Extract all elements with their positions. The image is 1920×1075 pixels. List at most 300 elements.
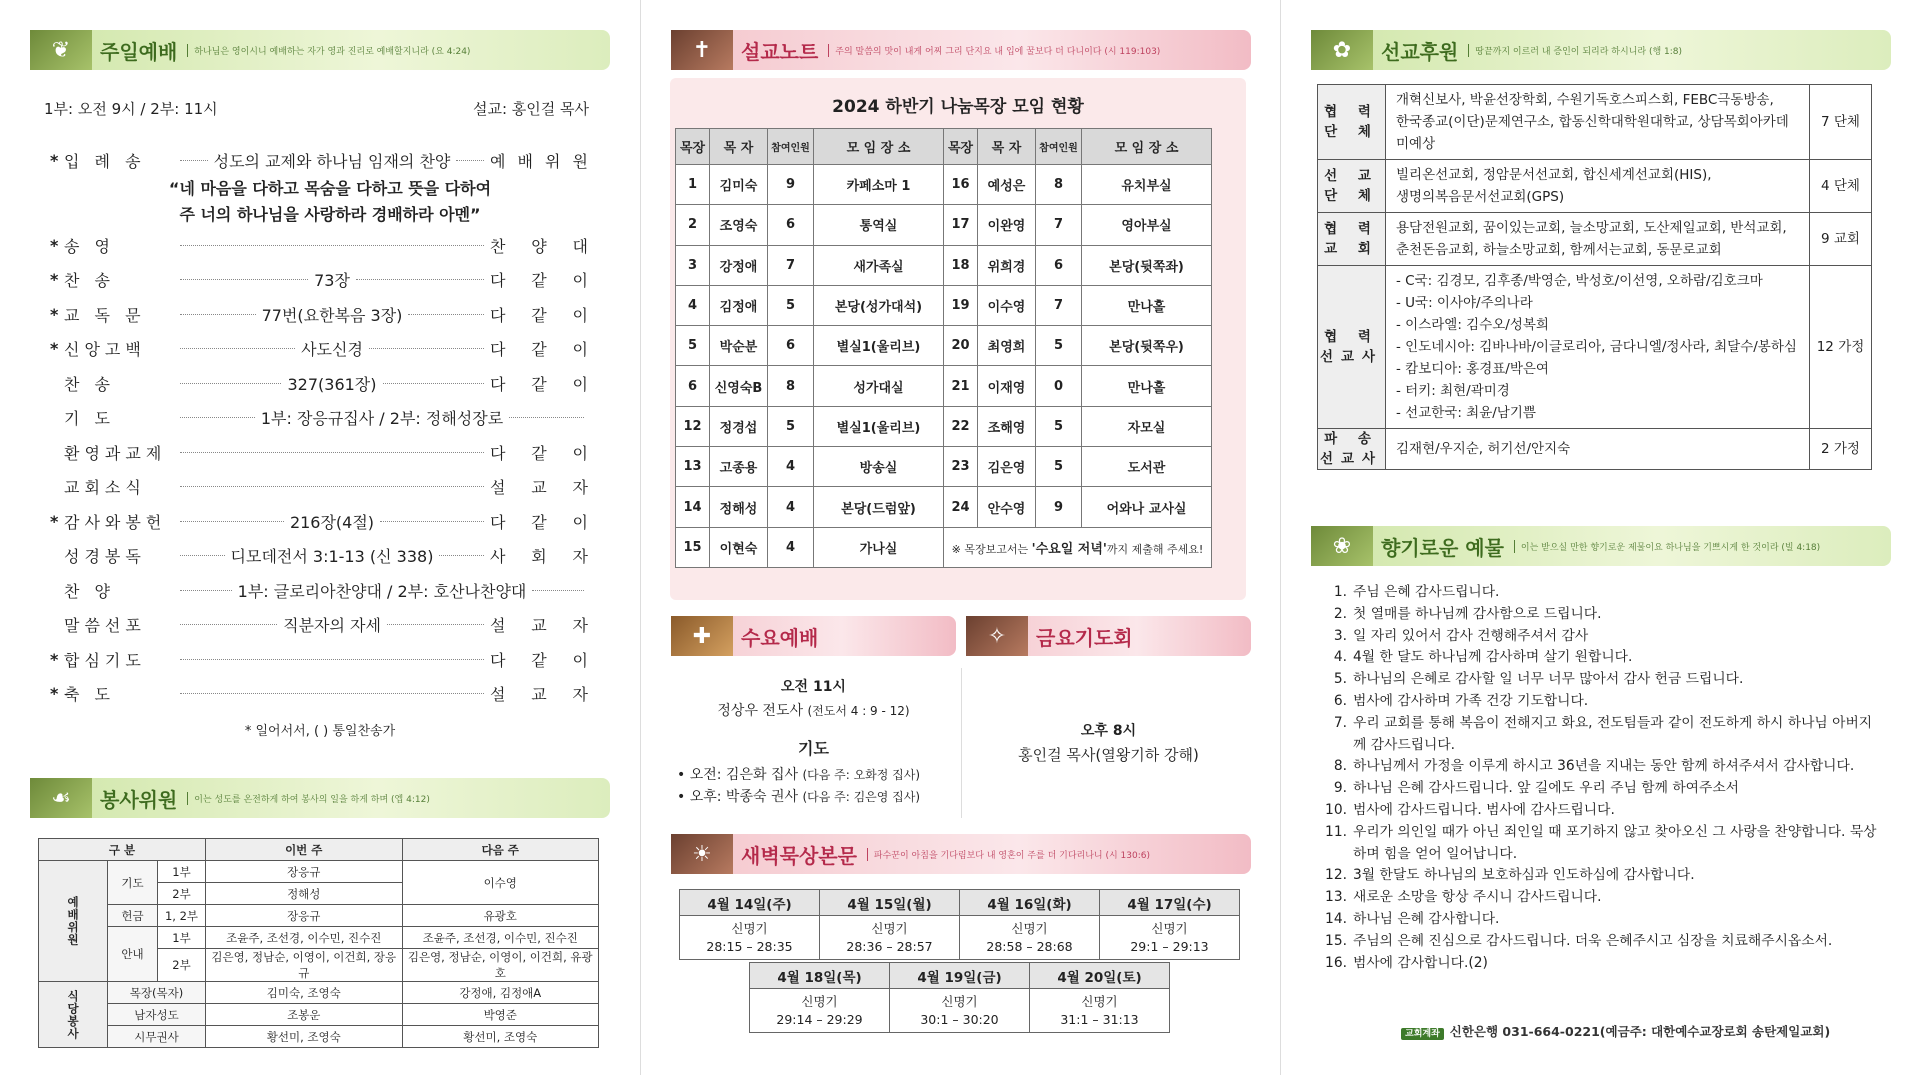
cell: 1부	[158, 927, 206, 949]
dawn-passage	[1030, 989, 1170, 1033]
mission-banner	[1311, 30, 1891, 70]
order-item-detail: 사도신경	[301, 340, 363, 359]
dotted-leader	[456, 160, 484, 161]
order-star: *	[50, 511, 59, 531]
note-bold: '수요일 저녁'	[1031, 541, 1107, 557]
mission-content	[1386, 429, 1810, 470]
mission-line: - 선교한국: 최윤/남기쁨	[1396, 405, 1536, 421]
praying-hands-icon: ✧	[966, 616, 1028, 656]
mokjang-cell: 이현숙	[710, 527, 768, 567]
am-next: (다음 주: 오화정 집사)	[802, 768, 921, 782]
dotted-leader	[180, 555, 225, 556]
wed-time: 오전 11시	[781, 679, 846, 695]
mission-content	[1386, 85, 1810, 160]
order-row	[50, 577, 590, 603]
mission-line: - U국: 이사야/주의나라	[1396, 295, 1533, 311]
offering-item	[1325, 604, 1885, 626]
mission-subtitle: 땅끝까지 이르러 내 증인이 되리라 하시니라 (행 1:8)	[1468, 44, 1682, 57]
volunteers-banner	[30, 778, 610, 818]
dotted-leader	[180, 693, 484, 694]
offering-text: 하나님께서 가정을 이루게 하시고 36년을 지내는 동안 함께 하셔주셔서 감사합니다.	[1353, 758, 1855, 775]
mokjang-cell: 박순분	[710, 326, 768, 366]
wed-ref: (전도서 4 : 9 - 12)	[807, 704, 910, 718]
volunteers-table	[38, 838, 599, 1048]
offering-item	[1325, 582, 1885, 604]
col-next-week: 다음 주	[402, 839, 599, 861]
dawn-day: 4월 19일(금)	[890, 963, 1030, 989]
order-item-name: 환영과교제	[64, 443, 167, 463]
mokjang-cell: 7	[1036, 285, 1082, 325]
mokjang-cell: 이수영	[978, 285, 1036, 325]
order-leader-line	[174, 303, 490, 326]
mokjang-cell: 19	[944, 285, 978, 325]
volunteers-subtitle: 이는 성도를 온전하게 하여 봉사의 일을 하게 하며 (엡 4:12)	[187, 792, 430, 805]
offering-number: 11.	[1325, 823, 1347, 840]
cell: 김은영, 정남순, 이영이, 이건희, 유광호	[402, 949, 599, 982]
mission-line: 한국종교(이단)문제연구소, 합동신학대학원대학교, 상담목회아카데미예상	[1396, 114, 1789, 152]
order-item-detail: 327(361장)	[287, 374, 377, 394]
sunday-subtitle: 하나님은 영이시니 예배하는 자가 영과 진리로 예배할지니라 (요 4:24)	[187, 44, 470, 57]
offering-number: 2.	[1333, 605, 1347, 622]
order-item-role: 다 같 이	[490, 271, 590, 290]
order-star: *	[50, 304, 59, 324]
order-item-name: 찬 송	[64, 374, 115, 394]
mokjang-cell: 예성은	[978, 165, 1036, 205]
cell: 황선미, 조영숙	[206, 1026, 403, 1048]
mission-count: 7 단체	[1810, 85, 1872, 160]
mokjang-table	[675, 128, 1212, 568]
mokjang-cell: 조영숙	[710, 205, 768, 245]
order-leader-line	[174, 452, 490, 453]
order-item-name: 말씀선포	[64, 616, 146, 635]
mokjang-row	[676, 406, 1212, 446]
sermon-subtitle: 주의 말씀의 맛이 내게 어찌 그리 단지요 내 입에 꿀보다 더 다니이다 (시 119:103)	[828, 44, 1160, 57]
sprout-icon: ❀	[1311, 526, 1373, 566]
dotted-leader	[380, 521, 484, 522]
mokjang-header: 참여인원	[1036, 129, 1082, 165]
mokjang-cell: 16	[944, 165, 978, 205]
mission-count: 2 가정	[1810, 429, 1872, 470]
cell: 2부	[158, 949, 206, 982]
mokjang-cell: 별실1(울리브)	[814, 406, 944, 446]
dotted-leader	[180, 452, 484, 453]
cell: 조윤주, 조선경, 이수민, 진수진	[206, 927, 403, 949]
mokjang-row	[676, 205, 1212, 245]
mokjang-header: 모 임 장 소	[1082, 129, 1212, 165]
dawn-book: 신명기	[1151, 920, 1188, 936]
order-item-detail: 디모데전서 3:1-13 (신 338)	[230, 547, 434, 566]
mokjang-cell: 조해영	[978, 406, 1036, 446]
mokjang-cell: 12	[676, 406, 710, 446]
dotted-leader	[387, 624, 484, 625]
mokjang-note	[944, 527, 1212, 567]
mission-category: 협 력 선교사	[1318, 266, 1386, 429]
order-item-name: 입 례 송	[64, 151, 146, 171]
order-leader-line	[174, 149, 490, 172]
cell: 김미숙, 조영숙	[206, 982, 403, 1004]
dotted-leader	[180, 417, 255, 418]
mokjang-row	[676, 366, 1212, 406]
mission-content	[1386, 266, 1810, 429]
mokjang-cell: 24	[944, 487, 978, 527]
offering-number: 3.	[1333, 627, 1347, 644]
bank-tag: 교회계좌	[1401, 1028, 1444, 1040]
dotted-leader	[180, 314, 256, 315]
cell: 유광호	[402, 905, 599, 927]
offering-text: 우리가 의인일 때가 아닌 죄인일 때 포기하지 않고 찾아오신 그 사랑을 찬양합니다. 묵상하며 힘을 얻어 일어납니다.	[1353, 823, 1877, 862]
mokjang-cell: 유치부실	[1082, 165, 1212, 205]
offering-text: 범사에 감사합니다.(2)	[1353, 954, 1488, 971]
sunrise-icon: ☀	[671, 834, 733, 874]
offering-subtitle: 이는 받으실 만한 향기로운 제물이요 하나님을 기쁘시게 한 것이라 (빌 4:18)	[1514, 540, 1820, 553]
cell: 이수영	[402, 861, 599, 905]
leaf-icon: ❦	[30, 30, 92, 70]
order-star: *	[50, 270, 59, 289]
order-leader-line	[174, 486, 490, 487]
offering-number: 14.	[1325, 910, 1347, 927]
mission-line: - C국: 김경모, 김후종/박영순, 박성호/이선영, 오하람/김호크마	[1396, 273, 1763, 289]
mokjang-cell: 도서관	[1082, 447, 1212, 487]
mission-category: 선 교 단 체	[1318, 160, 1386, 213]
mokjang-cell: 4	[768, 527, 814, 567]
dotted-leader	[369, 348, 484, 349]
bible-icon: ✚	[671, 616, 733, 656]
mission-row	[1318, 266, 1872, 429]
mokjang-cell: 9	[1036, 487, 1082, 527]
order-item-role: 다 같 이	[490, 305, 590, 325]
order-item-detail: 1부: 장응규집사 / 2부: 정해성장로	[260, 409, 504, 428]
dawn-book: 신명기	[801, 993, 838, 1009]
mission-category: 파 송 선교사	[1318, 429, 1386, 470]
offering-number: 8.	[1333, 758, 1347, 775]
dawn-day: 4월 17일(수)	[1100, 890, 1240, 916]
preacher: 설교: 홍인걸 목사	[472, 100, 589, 118]
mokjang-cell: 5	[1036, 326, 1082, 366]
am-leader: • 오전: 김은화 집사	[677, 767, 798, 783]
dawn-passage	[960, 916, 1100, 960]
order-row	[50, 474, 590, 500]
wed-preacher: 정상우 전도사	[717, 703, 804, 719]
order-item-detail: 1부: 글로리아찬양대 / 2부: 호산나찬양대	[237, 581, 527, 601]
divider	[961, 668, 962, 818]
mokjang-cell: 카페소마 1	[814, 165, 944, 205]
order-row	[50, 543, 590, 569]
order-row	[50, 336, 590, 362]
order-item-name: 기 도	[64, 409, 115, 428]
mokjang-header: 목 자	[978, 129, 1036, 165]
order-star: *	[50, 339, 59, 358]
order-item-name: 성경봉독	[64, 547, 146, 566]
mokjang-cell: 새가족실	[814, 245, 944, 285]
dawn-book: 신명기	[871, 920, 908, 936]
offering-number: 1.	[1333, 584, 1347, 600]
sunday-title: 주일예배	[100, 39, 178, 64]
dotted-leader	[383, 383, 484, 384]
order-star: *	[50, 649, 59, 669]
mokjang-cell: 6	[676, 366, 710, 406]
offering-text: 하나님 은혜 감사합니다.	[1353, 910, 1500, 927]
cell: 김은영, 정남순, 이영이, 이건희, 장응규	[206, 949, 403, 982]
dawn-day: 4월 14일(주)	[680, 890, 820, 916]
order-row	[50, 147, 590, 173]
mokjang-cell: 정경섭	[710, 406, 768, 446]
wed-prayer-pm	[677, 786, 962, 806]
hydrangea-icon: ✿	[1311, 30, 1373, 70]
mokjang-cell: 5	[1036, 406, 1082, 446]
mokjang-header: 참여인원	[768, 129, 814, 165]
order-row	[50, 508, 590, 534]
dotted-leader	[356, 279, 484, 280]
order-row	[50, 439, 590, 465]
mokjang-cell: 17	[944, 205, 978, 245]
dotted-leader	[180, 590, 232, 591]
service-times	[44, 98, 589, 119]
mokjang-cell: 1	[676, 165, 710, 205]
cell: 조봉운	[206, 1004, 403, 1026]
order-item-name: 축 도	[64, 685, 115, 704]
fri-title: 금요기도회	[1036, 625, 1133, 650]
fri-banner	[966, 616, 1251, 656]
group-worship: 예배위원	[39, 861, 108, 982]
order-row	[50, 301, 590, 327]
mokjang-row	[676, 527, 1212, 567]
column-left	[0, 0, 640, 1075]
offering-text: 3월 한달도 하나님의 보호하심과 인도하심에 감사합니다.	[1353, 867, 1695, 884]
order-item-detail: 직분자의 자세	[283, 616, 381, 635]
offering-text: 4월 한 달도 하나님께 감사하며 살기 원합니다.	[1353, 649, 1633, 666]
mission-line: 생명의복음문서선교회(GPS)	[1396, 189, 1565, 205]
order-item-name: 교 독 문	[64, 305, 146, 325]
order-item-role: 다 같 이	[490, 374, 590, 394]
dawn-book: 신명기	[941, 993, 978, 1009]
offering-text: 우리 교회를 통해 복음이 전해지고 화요, 전도팀들과 같이 전도하게 하시 하나님 아버지께 감사드립니다.	[1353, 714, 1873, 753]
dawn-day: 4월 15일(월)	[820, 890, 960, 916]
cell: 1부	[158, 861, 206, 883]
mokjang-cell: 2	[676, 205, 710, 245]
mokjang-header: 목장	[944, 129, 978, 165]
order-item-role: 다 같 이	[490, 340, 590, 359]
mokjang-cell: 21	[944, 366, 978, 406]
order-row	[50, 370, 590, 396]
mokjang-row	[676, 487, 1212, 527]
order-item-detail: 77번(요한복음 3장)	[261, 305, 403, 325]
dawn-passage	[680, 916, 820, 960]
mokjang-cell: 성가대실	[814, 366, 944, 406]
dawn-passage	[1100, 916, 1240, 960]
order-item-name: 교회소식	[64, 478, 146, 497]
mokjang-cell: 위희경	[978, 245, 1036, 285]
sermon-banner	[671, 30, 1251, 70]
dotted-leader	[180, 486, 484, 487]
offering-number: 7.	[1333, 714, 1347, 731]
offering-item	[1325, 756, 1885, 778]
mokjang-cell: 3	[676, 245, 710, 285]
row-offering: 헌금	[108, 905, 158, 927]
offering-item	[1325, 778, 1885, 800]
column-right	[1280, 0, 1920, 1075]
mission-title: 선교후원	[1381, 39, 1459, 64]
mission-line: 김재현/우지순, 허기선/안지숙	[1396, 441, 1571, 457]
mokjang-cell: 15	[676, 527, 710, 567]
mission-content	[1386, 160, 1810, 213]
dawn-subtitle: 파수꾼이 아침을 기다림보다 내 영혼이 주를 더 기다리나니 (시 130:6)	[867, 848, 1150, 861]
dawn-range: 30:1 – 30:20	[920, 1011, 999, 1027]
mokjang-cell: 7	[1036, 205, 1082, 245]
offering-text: 주님 은혜 감사드립니다.	[1353, 584, 1500, 600]
offering-item	[1325, 822, 1885, 866]
dawn-table-2	[749, 962, 1170, 1033]
dawn-book: 신명기	[731, 920, 768, 936]
dotted-leader	[180, 348, 295, 349]
order-leader-line	[174, 245, 490, 246]
order-leader-line	[174, 693, 490, 694]
order-item-role: 다 같 이	[490, 650, 590, 670]
bank-info	[1401, 1022, 1920, 1040]
row-guide: 안내	[108, 927, 158, 982]
order-star: *	[50, 684, 59, 703]
cross-icon: ✝	[671, 30, 733, 70]
mokjang-cell: 18	[944, 245, 978, 285]
row-prayer: 기도	[108, 861, 158, 905]
pm-leader: • 오후: 박종숙 권사	[677, 789, 798, 805]
offering-item	[1325, 713, 1885, 757]
order-leader-line	[174, 268, 490, 291]
mission-line: - 터키: 최현/곽미경	[1396, 383, 1510, 399]
dawn-table-1	[679, 889, 1240, 960]
mokjang-header: 목장	[676, 129, 710, 165]
order-item-role: 사 회 자	[490, 547, 590, 566]
offering-number: 15.	[1325, 932, 1347, 949]
wed-prayer-am	[677, 764, 962, 784]
wed-prayer-title: 기도	[798, 739, 829, 758]
dotted-leader	[509, 417, 584, 418]
mokjang-cell: 김은영	[978, 447, 1036, 487]
offering-number: 5.	[1333, 671, 1347, 688]
offering-text: 주님의 은혜 진심으로 감사드립니다. 더욱 은혜주시고 심장을 치료해주시옵소서.	[1353, 932, 1833, 949]
mission-count: 9 교회	[1810, 213, 1872, 266]
order-item-detail: 216장(4절)	[289, 512, 375, 532]
order-star: *	[50, 150, 59, 170]
cell: 박영준	[402, 1004, 599, 1026]
offering-number: 9.	[1333, 780, 1347, 797]
order-item-name: 감사와봉헌	[64, 512, 167, 532]
offering-text: 범사에 감사하며 가족 건강 기도합니다.	[1353, 692, 1589, 709]
mokjang-cell: 통역실	[814, 205, 944, 245]
mission-count: 4 단체	[1810, 160, 1872, 213]
mokjang-cell: 20	[944, 326, 978, 366]
mokjang-cell: 22	[944, 406, 978, 446]
offering-item	[1325, 953, 1885, 975]
mission-line: - 인도네시아: 김바나바/이글로리아, 금다니엘/정사라, 최달수/봉하심	[1396, 339, 1797, 355]
mokjang-cell: 0	[1036, 366, 1082, 406]
order-footnote: * 일어서서, ( ) 통일찬송가	[244, 724, 396, 739]
offering-text: 범사에 감사드립니다. 범사에 감사드립니다.	[1353, 801, 1615, 818]
dawn-passage	[890, 989, 1030, 1033]
dotted-leader	[439, 555, 484, 556]
mokjang-cell: 신영숙B	[710, 366, 768, 406]
mokjang-cell: 어와나 교사실	[1082, 487, 1212, 527]
mission-line: 용담전원교회, 꿈이있는교회, 늘소망교회, 도산제일교회, 반석교회,	[1396, 220, 1787, 236]
dawn-banner	[671, 834, 1251, 874]
dotted-leader	[408, 314, 484, 315]
cell: 황선미, 조영숙	[402, 1026, 599, 1048]
cell: 1, 2부	[158, 905, 206, 927]
order-item-name: 찬 양	[64, 581, 115, 601]
dawn-range: 31:1 – 31:13	[1060, 1011, 1139, 1027]
dotted-leader	[180, 624, 277, 625]
cell: 장응규	[206, 905, 403, 927]
order-row	[50, 232, 590, 258]
bank-account: 신한은행 031-664-0221(예금주: 대한예수교장로회 송탄제일교회)	[1449, 1024, 1831, 1039]
order-item-name: 신앙고백	[64, 340, 146, 359]
offering-item	[1325, 800, 1885, 822]
mokjang-cell: 안수영	[978, 487, 1036, 527]
offering-number: 10.	[1325, 801, 1347, 818]
order-item-role: 찬 양 대	[490, 236, 590, 256]
order-item-name: 합심기도	[64, 650, 146, 670]
order-item-role: 예 배 위 원	[490, 151, 590, 171]
mokjang-cell: 자모실	[1082, 406, 1212, 446]
mokjang-row	[676, 447, 1212, 487]
offering-text: 일 자리 있어서 감사 건행해주셔서 감사	[1353, 627, 1589, 644]
verse-line-1: “네 마음을 다하고 목숨을 다하고 뜻을 다하여	[168, 179, 492, 198]
wed-title: 수요예배	[741, 625, 819, 650]
dotted-leader	[180, 160, 208, 161]
order-item-role: 다 같 이	[490, 443, 590, 463]
dawn-title: 새벽묵상본문	[741, 843, 857, 868]
mokjang-row	[676, 245, 1212, 285]
sunday-banner	[30, 30, 610, 70]
dotted-leader	[180, 279, 308, 280]
dotted-leader	[180, 383, 281, 384]
mission-row	[1318, 85, 1872, 160]
dawn-day: 4월 20일(토)	[1030, 963, 1170, 989]
order-row	[50, 405, 590, 431]
order-item-detail: 73장	[314, 271, 350, 290]
order-leader-line	[174, 510, 490, 533]
col-this-week: 이번 주	[206, 839, 403, 861]
dotted-leader	[532, 590, 584, 591]
dawn-range: 28:36 – 28:57	[846, 938, 933, 954]
mission-table	[1317, 84, 1872, 470]
mokjang-sheet-title: 2024 하반기 나눔목장 모임 현황	[832, 97, 1084, 117]
offering-item	[1325, 669, 1885, 691]
col-category: 구 분	[39, 839, 206, 861]
hands-icon: ☙	[30, 778, 92, 818]
mokjang-cell: 본당(드럼앞)	[814, 487, 944, 527]
mission-row	[1318, 429, 1872, 470]
mokjang-header: 목 자	[710, 129, 768, 165]
mokjang-cell: 만나홀	[1082, 285, 1212, 325]
offering-item	[1325, 626, 1885, 648]
mission-content	[1386, 213, 1810, 266]
mokjang-cell: 5	[768, 285, 814, 325]
mokjang-cell: 13	[676, 447, 710, 487]
cell: 2부	[158, 883, 206, 905]
mokjang-cell: 7	[768, 245, 814, 285]
mokjang-cell: 고종용	[710, 447, 768, 487]
mokjang-cell: 정해성	[710, 487, 768, 527]
dawn-passage	[750, 989, 890, 1033]
order-item-role: 설 교 자	[490, 685, 590, 704]
order-item-name: 송 영	[64, 236, 115, 256]
sermon-title: 설교노트	[741, 39, 819, 64]
volunteers-title: 봉사위원	[100, 787, 178, 812]
offering-item	[1325, 647, 1885, 669]
order-leader-line	[174, 659, 490, 660]
order-row	[50, 612, 590, 638]
order-row	[50, 267, 590, 293]
